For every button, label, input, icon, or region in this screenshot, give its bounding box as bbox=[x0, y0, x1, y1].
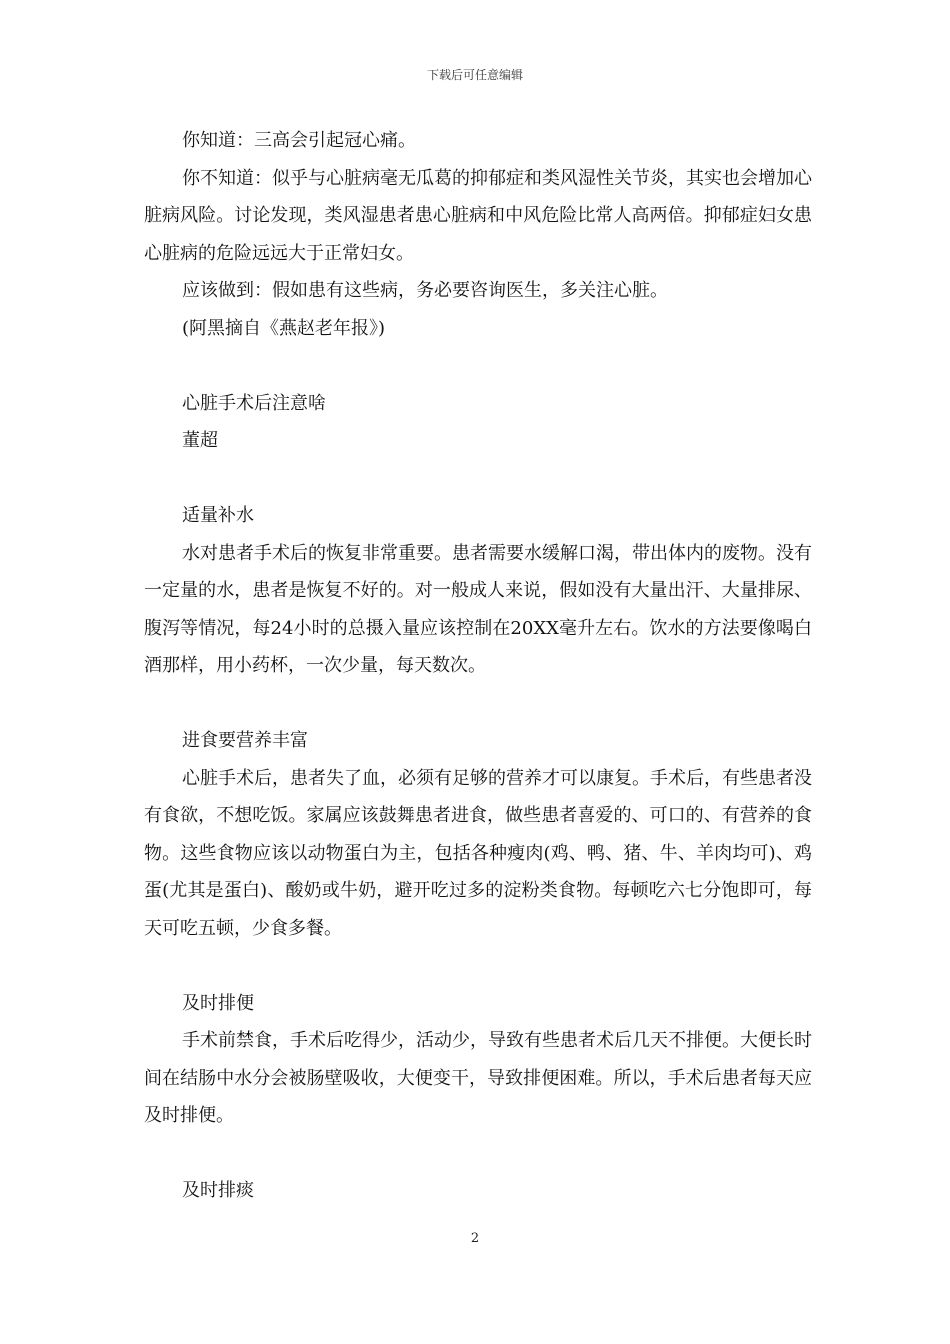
document-body bbox=[144, 122, 812, 1210]
blank-line bbox=[144, 947, 812, 985]
section-title-defecation: 及时排便 bbox=[182, 992, 254, 1014]
blank-line bbox=[144, 685, 812, 723]
blank-line bbox=[144, 347, 812, 385]
paragraph-source: (阿黑摘自《燕赵老年报》) bbox=[182, 317, 386, 339]
article-author: 董超 bbox=[182, 430, 218, 451]
page-header: 下载后可任意编辑 bbox=[426, 68, 523, 82]
page-number: 2 bbox=[470, 1231, 480, 1246]
paragraph-should-do: 应该做到：假如患有这些病，务必要咨询医生，多关注心脏。 bbox=[182, 280, 668, 301]
section-body-water: 水对患者手术后的恢复非常重要。患者需要水缓解口渴，带出体内的废物。没有一定量的水，患者是恢复不好的。对一般成人来说，假如没有大量出汗、大量排尿、腹泻等情况，每24小时的总摄入量应该控制在20XX毫升左右。饮水的方法要像喝白酒那样，用小药杯，一次少量，每天数次。 bbox=[144, 542, 812, 676]
blank-line bbox=[144, 460, 812, 498]
article-title: 心脏手术后注意啥 bbox=[182, 392, 326, 414]
blank-line bbox=[144, 1135, 812, 1173]
section-title-nutrition: 进食要营养丰富 bbox=[182, 730, 308, 751]
paragraph-know: 你知道：三高会引起冠心痛。 bbox=[182, 130, 416, 151]
section-title-sputum: 及时排痰 bbox=[182, 1180, 254, 1201]
section-body-defecation: 手术前禁食，手术后吃得少，活动少，导致有些患者术后几天不排便。大便长时间在结肠中水分会被肠壁吸收，大便变干，导致排便困难。所以，手术后患者每天应及时排便。 bbox=[144, 1030, 812, 1126]
section-title-water: 适量补水 bbox=[182, 505, 254, 526]
paragraph-dont-know: 你不知道：似乎与心脏病毫无瓜葛的抑郁症和类风湿性关节炎，其实也会增加心脏病风险。讨论发现，类风湿患者患心脏病和中风危险比常人高两倍。抑郁症妇女患心脏病的危险远远大于正常妇女。 bbox=[144, 167, 812, 264]
section-body-nutrition: 心脏手术后，患者失了血，必须有足够的营养才可以康复。手术后，有些患者没有食欲，不想吃饭。家属应该鼓舞患者进食，做些患者喜爱的、可口的、有营养的食物。这些食物应该以动物蛋白为主，包括各种瘦肉(鸡、鸭、猪、牛、羊肉均可)、鸡蛋(尤其是蛋白)、酸奶或牛奶，避开吃过多的淀粉类食物。每顿吃六七分饱即可，每天可吃五顿，少食多餐。 bbox=[144, 767, 812, 939]
